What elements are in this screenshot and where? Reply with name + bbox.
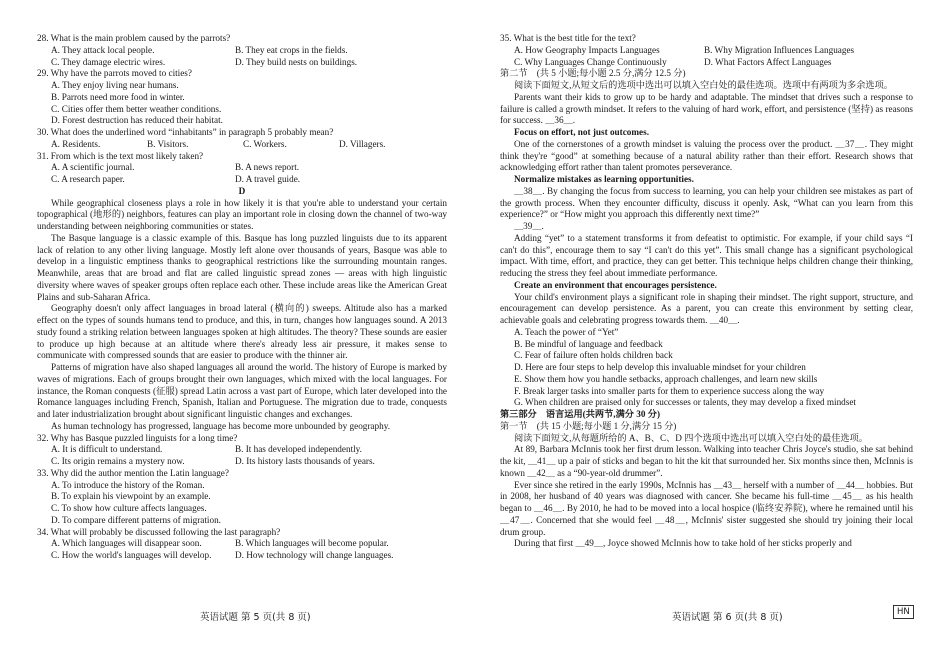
- question-stem: 第一节 (共 15 小题;每小题 1 分,满分 15 分): [500, 420, 677, 431]
- answer-option: C. Why Languages Change Continuously: [514, 56, 667, 67]
- right-page-footer: 英语试题 第 6 页(共 8 页): [672, 612, 783, 623]
- blank-line: ＿39＿.: [514, 221, 544, 231]
- passage-paragraph: Parents want their kids to grow up to be hardy and adaptable. The mindset that drives such a response to failure is called a growth mindset. It refers to the valuing of hard work, effort, and persistence (坚持) as reasons for success. ＿36＿.: [500, 91, 913, 126]
- answer-option: A. How Geography Impacts Languages: [514, 44, 660, 55]
- answer-option: D. Villagers.: [339, 138, 386, 149]
- answer-option: G. When children are praised only for successes or talents, they may develop a fixed mindset: [514, 397, 856, 408]
- answer-option: B. A news report.: [235, 162, 300, 173]
- answer-option: B. Parrots need more food in winter.: [51, 91, 185, 102]
- answer-option-row: [37, 162, 447, 174]
- answer-option: B. Which languages will become popular.: [235, 538, 389, 549]
- answer-option: D. Here are four steps to help develop this invaluable mindset for your children: [514, 362, 806, 372]
- answer-option: A. Residents.: [51, 138, 101, 149]
- answer-option: C. Workers.: [243, 138, 287, 149]
- answer-option-row: [37, 57, 447, 69]
- passage-paragraph: Your child's environment plays a significant role in shaping their mindset. The right support, structure, and encouragement can develop persistence. As a parent, you can create this environment by setting clear, achievable goals and celebrating progress towards them. ＿40＿.: [500, 291, 913, 325]
- answer-option: F. Break larger tasks into smaller parts for them to experience success along the way: [514, 385, 825, 396]
- answer-option: C. They damage electric wires.: [51, 56, 166, 67]
- right-page-column: [500, 33, 913, 550]
- passage-paragraph: While geographical closeness plays a role in how likely it is that you're able to understand your certain topographical (地形的) neighbors, features can play an important role in closing down the channel of two-way understanding between neighboring communities or states.: [37, 197, 447, 231]
- answer-option-row: [37, 174, 447, 186]
- passage-paragraph: Patterns of migration have also shaped languages all around the world. The history of Europe is marked by waves of migrations. Each of groups brought their own languages, which mixed with the local languages. For instance, the Roman conquests (征服) spread Latin across a vast part of Europe, which later developed into the Romance languages including French, Spanish, Italian and Portuguese. The migration due to trade, conquests and later industrialization brought about significant linguistic changes and exchanges.: [37, 362, 447, 419]
- section-subheading: Normalize mistakes as learning opportunities.: [514, 174, 694, 184]
- answer-option: A. It is difficult to understand.: [51, 444, 163, 455]
- answer-option: A. They attack local people.: [51, 44, 155, 55]
- passage-paragraph: During that first ＿49＿, Joyce showed McInnis how to take hold of her sticks properly and: [514, 538, 852, 549]
- answer-option-row: [37, 538, 447, 550]
- left-page-column: [37, 33, 447, 562]
- answer-option: C. Cities offer them better weather conditions.: [51, 103, 222, 114]
- question-stem: 第二节 (共 5 小题;每小题 2.5 分,满分 12.5 分): [500, 68, 686, 79]
- answer-option-row: [37, 444, 447, 456]
- answer-option: B. Why Migration Influences Languages: [704, 44, 855, 55]
- section-subheading: Focus on effort, not just outcomes.: [514, 127, 649, 137]
- passage-paragraph: As human technology has progressed, language has become more unbounded by geography.: [51, 420, 390, 431]
- answer-option: A. To introduce the history of the Roman.: [51, 479, 205, 490]
- answer-option: D. What Factors Affect Languages: [704, 56, 832, 67]
- part-heading: 第三部分 语言运用(共两节,满分 30 分): [500, 409, 661, 419]
- answer-option: D. A travel guide.: [235, 174, 301, 184]
- answer-option: B. Visitors.: [147, 138, 189, 149]
- answer-option: C. How the world's languages will develop.: [51, 550, 212, 560]
- question-stem: 35. What is the best title for the text?: [500, 33, 636, 43]
- section-subheading: Create an environment that encourages persistence.: [514, 279, 717, 290]
- question-stem: 30. What does the underlined word “inhabitants” in paragraph 5 probably mean?: [37, 127, 334, 137]
- passage-paragraph: 阅读下面短文,从短文后的选项中选出可以填入空白处的最佳选项。选项中有两项为多余选项。: [514, 80, 893, 90]
- answer-option: A. Which languages will disappear soon.: [51, 538, 202, 549]
- passage-paragraph: Ever since she retired in the early 1990s, McInnis has ＿43＿ herself with a number of ＿44＿ hobbies. But in 2008, her husband of 40 years was diagnosed with cancer. She became his full-time ＿45＿ as his health began to ＿46＿. By 2010, he had to be moved into a local hospice (临终安养院), where he remained until his ＿47＿. Concerned that she would feel ＿48＿, McInnis' sister suggested she should try joining their local drum group.: [500, 479, 913, 537]
- question-stem: 29. Why have the parrots moved to cities?: [37, 68, 192, 79]
- question-stem: 32. Why has Basque puzzled linguists for a long time?: [37, 432, 238, 443]
- region-code-badge: HN: [893, 605, 914, 619]
- answer-option: D. To compare different patterns of migration.: [51, 514, 221, 525]
- passage-paragraph: One of the cornerstones of a growth mindset is valuing the process over the product. ＿37＿. They might think they're “good” at something because of a natural ability rather than their effort. Research shows that acknowledging effort rather than talent promotes perseverance.: [500, 138, 913, 173]
- answer-option: C. Fear of failure often holds children back: [514, 350, 673, 361]
- answer-option-row: [500, 57, 913, 69]
- passage-paragraph: At 89, Barbara McInnis took her first drum lesson. Walking into teacher Chris Joyce's studio, she sat behind the kit, ＿41＿ up a pair of sticks and began to hit the kit that surrounded her. Six months since then, McInnis is known ＿42＿ as a “90-year-old drummer”.: [500, 444, 913, 478]
- answer-option: B. To explain his viewpoint by an example.: [51, 491, 211, 502]
- answer-option-row: [37, 550, 447, 562]
- passage-label: D: [238, 185, 246, 196]
- answer-option: A. A scientific journal.: [51, 162, 135, 173]
- question-stem: 34. What will probably be discussed following the last paragraph?: [37, 526, 281, 537]
- passage-paragraph: ＿38＿. By changing the focus from success to learning, you can help your children see mistakes as part of the growth process. When they encounter difficulty, discuss it openly. Ask, “What can you learn from this experience?” or “How might you approach this differently next time?”: [500, 185, 913, 220]
- answer-option: C. Its origin remains a mystery now.: [51, 456, 185, 466]
- answer-option: C. A research paper.: [51, 174, 125, 184]
- answer-option-row: [500, 45, 913, 57]
- answer-option: C. To show how culture affects languages.: [51, 503, 207, 513]
- left-page-footer: 英语试题 第 5 页(共 8 页): [200, 612, 311, 623]
- answer-option-row: [37, 139, 447, 151]
- passage-paragraph: 阅读下面短文,从每题所给的 A、B、C、D 四个选项中选出可以填入空白处的最佳选项。: [514, 432, 868, 443]
- answer-option: A. Teach the power of “Yet”: [514, 326, 619, 337]
- question-stem: 31. From which is the text most likely taken?: [37, 150, 204, 161]
- answer-option: B. It has developed independently.: [235, 444, 362, 455]
- answer-option: D. Its history lasts thousands of years.: [235, 456, 375, 466]
- passage-paragraph: Adding “yet” to a statement transforms it from defeatist to optimistic. For example, if your child says “I can't do this”, encourage them to say “I can't do this yet”. This small change has a significant psychological impact. With time, effort, and practice, they can get better. This technique helps children change their thinking, reducing the stress they feel about immediate performance.: [500, 232, 913, 278]
- answer-option-row: [37, 45, 447, 57]
- answer-option: D. They build nests on buildings.: [235, 56, 358, 67]
- answer-option: E. Show them how you handle setbacks, approach challenges, and learn new skills: [514, 373, 818, 384]
- answer-option: B. They eat crops in the fields.: [235, 44, 348, 55]
- passage-paragraph: Geography doesn't only affect languages in broad lateral (横向的) sweeps. Altitude also has a marked effect on the types of sounds humans tend to produce, and this, in turn, changes how languages sound. A 2013 study found a striking relation between languages spoken at high altitudes. The theory? These sounds are easier to produce up high because at an altitude where there's already less air pressure, it makes sense to communicate with compressed sounds that are easier to produce with the thinner air.: [37, 303, 447, 361]
- answer-option-row: [37, 456, 447, 468]
- question-stem: 28. What is the main problem caused by the parrots?: [37, 33, 231, 43]
- question-stem: 33. Why did the author mention the Latin language?: [37, 467, 229, 478]
- answer-option: A. They enjoy living near humans.: [51, 80, 179, 90]
- answer-option: B. Be mindful of language and feedback: [514, 338, 663, 349]
- answer-option: D. How technology will change languages.: [235, 550, 394, 560]
- answer-option: D. Forest destruction has reduced their habitat.: [51, 115, 223, 126]
- passage-paragraph: The Basque language is a classic example of this. Basque has long puzzled linguists due to its apparent lack of relation to any other living language. Mostly left alone over thousands of years, Basque was able to develop in a linguistic emptiness thanks to geographical restrictions like the surrounding mountain ranges. Meanwhile, areas that are broad and flat are called linguistic spread zones — areas with high linguistic diversity where waves of speaker groups often replace each other. These include areas like the American Great Plains and sub-Saharan Africa.: [37, 232, 447, 302]
